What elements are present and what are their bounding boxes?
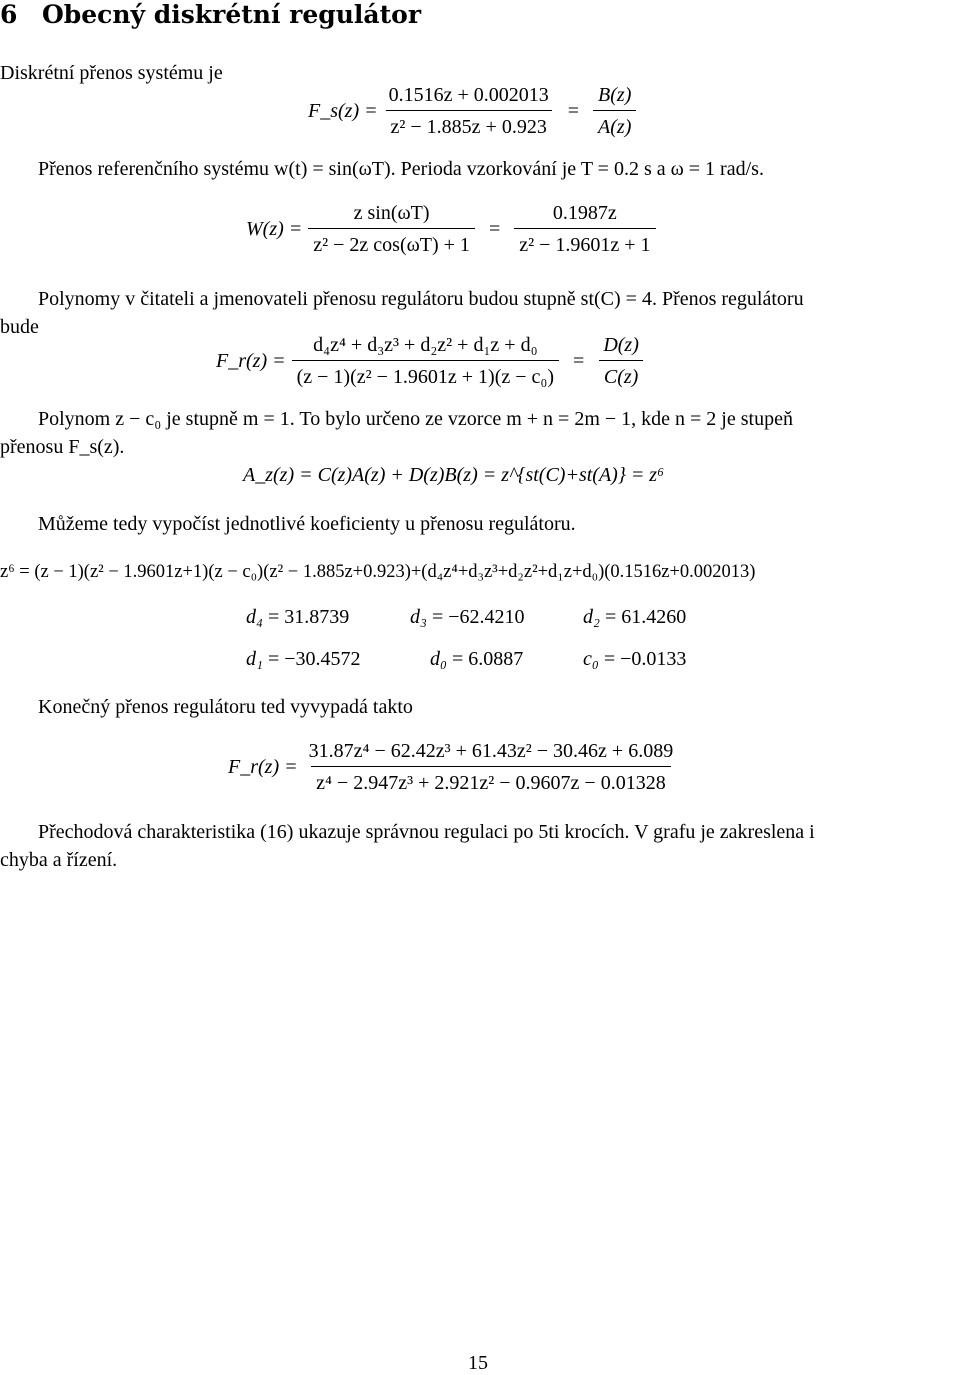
eq-fs-denominator: z² − 1.885z + 0.923 — [386, 110, 552, 140]
eq-w-denominator: z² − 2z cos(ωT) + 1 — [308, 228, 475, 258]
eq-fs-numerator-2: B(z) — [598, 84, 632, 106]
eq-fr-denominator: (z − 1)(z² − 1.9601z + 1)(z − c₀) — [292, 360, 559, 390]
eq-fr-numerator: d₄z⁴ + d₃z³ + d₂z² + d₁z + d₀ — [313, 334, 538, 356]
coefficient-c0: c₀ = −0.0133 — [583, 648, 687, 670]
coefficient-d4: d₄ = 31.8739 — [246, 606, 350, 628]
equation-w: W(z) = $\frac{\text{z sin(ωT)}}{\text{z² − 2z cos(ωT) + 1}}$ = $\frac{0.1987z}{\text{z² − 1.9601z + 1}}$ — [246, 200, 662, 258]
section-heading — [0, 0, 421, 30]
eq-fr-denominator-2: C(z) — [599, 360, 643, 390]
eq-w-fraction — [308, 200, 475, 258]
coefficient-d0: d₀ = 6.0887 — [430, 648, 524, 670]
eq-fs-fraction — [384, 82, 554, 140]
paragraph-intro: Diskrétní přenos systému je — [0, 62, 223, 84]
section-title: Obecný diskrétní regulátor — [42, 0, 421, 29]
eq-fr-final-fraction — [304, 738, 679, 796]
eq-fs-denominator-2: A(z) — [593, 110, 636, 140]
eq-fr-fraction-2 — [598, 332, 644, 390]
paragraph-reference-system: Přenos referenčního systému w(t) = sin(ωT). Perioda vzorkování je T = 0.2 s a ω = 1 rad/s. — [38, 158, 764, 180]
eq-w-numerator-2: 0.1987z — [552, 202, 617, 224]
paragraph-polynom-degree-line1: Polynom z − c₀ je stupně m = 1. To bylo určeno ze vzorce m + n = 2m − 1, kde n = 2 je stupeň — [38, 408, 793, 430]
page-number: 15 — [468, 1352, 488, 1374]
eq-fs-fraction-2 — [593, 82, 636, 140]
paragraph-polynomials-line1: Polynomy v čitateli a jmenovateli přenosu regulátoru budou stupně st(C) = 4. Přenos regulátoru — [38, 288, 804, 310]
paragraph-polynom-degree-line2: přenosu F_s(z). — [0, 436, 125, 458]
paragraph-final-transfer: Konečný přenos regulátoru ted vyvypadá takto — [38, 696, 413, 718]
equation-fr-final — [228, 738, 684, 796]
coefficient-d3: d₃ = −62.4210 — [410, 606, 525, 628]
eq-fr-fraction — [292, 332, 559, 390]
eq-w-lhs: W(z) = — [246, 217, 303, 240]
coefficient-d1: d₁ = −30.4572 — [246, 648, 361, 670]
section-number: 6 — [0, 0, 18, 29]
eq-fr-final-lhs: F_r(z) = — [228, 755, 298, 778]
eq-fr-lhs: F_r(z) = — [216, 349, 286, 372]
eq-w-denominator-2: z² − 1.9601z + 1 — [514, 228, 655, 258]
paragraph-step-response-line1: Přechodová charakteristika (16) ukazuje správnou regulaci po 5ti krocích. V grafu je zakreslena i — [38, 821, 815, 843]
eq-w-numerator: z sin(ωT) — [353, 202, 430, 224]
paragraph-polynomials-line2: bude — [0, 316, 39, 338]
paragraph-step-response-line2: chyba a řízení. — [0, 849, 118, 871]
paragraph-compute-coefficients: Můžeme tedy vypočíst jednotlivé koeficienty u přenosu regulátoru. — [38, 513, 576, 535]
eq-fr-numerator-2: D(z) — [603, 334, 639, 356]
equation-fr: F_r(z) = $\frac{\text{d₄z⁴ + d₃z³ + d₂z² + d₁z + d₀}}{\text{(z − 1)(z² − 1.9601z + 1)(z − c₀)}}$ = $\frac{D(z)}{C(z)}$ — [216, 332, 650, 390]
equation-fs: F_s(z) = $\frac{0.1516z + 0.002013}{\text{z² − 1.885z + 0.923}}$ = $\frac{B(z)}{A(z)}$ — [308, 82, 642, 140]
eq-fr-final-denominator: z⁴ − 2.947z³ + 2.921z² − 0.9607z − 0.01328 — [311, 766, 671, 796]
equation-az: A_z(z) = C(z)A(z) + D(z)B(z) = z^{st(C)+st(A)} = z⁶ — [243, 464, 665, 486]
eq-fs-numerator: 0.1516z + 0.002013 — [388, 84, 549, 106]
eq-fr-final-numerator: 31.87z⁴ − 62.42z³ + 61.43z² − 30.46z + 6.089 — [308, 740, 674, 762]
eq-w-fraction-2 — [514, 200, 655, 258]
coefficient-d2: d₂ = 61.4260 — [583, 606, 687, 628]
eq-fs-lhs: F_s(z) = — [308, 99, 378, 122]
equation-expansion: z⁶ = (z − 1)(z² − 1.9601z+1)(z − c₀)(z² − 1.885z+0.923)+(d₄z⁴+d₃z³+d₂z²+d₁z+d₀)(0.1516z+0.002013) — [0, 562, 756, 582]
